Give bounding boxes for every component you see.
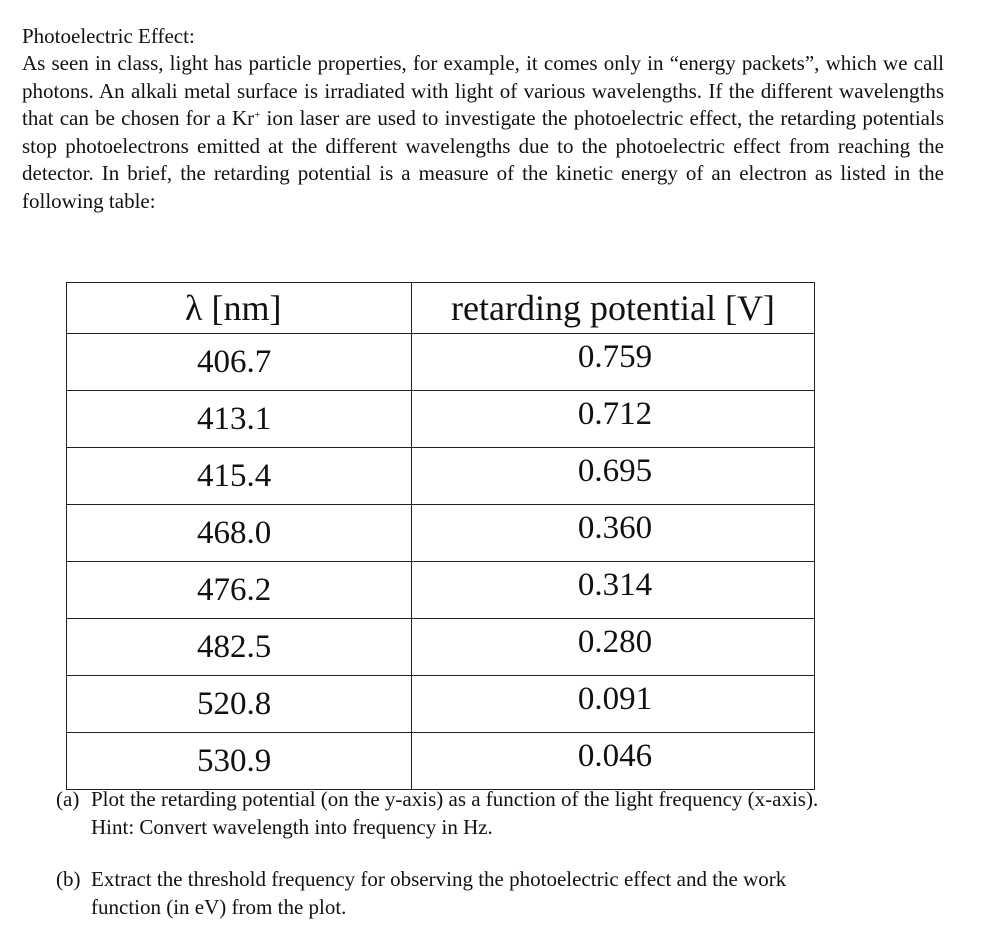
- question-a-label: (a): [56, 787, 80, 811]
- potential-cell: 0.091: [412, 676, 815, 733]
- table-header-row: [67, 283, 815, 334]
- table-row: [67, 676, 815, 733]
- question-a: [56, 785, 956, 841]
- table-row: [67, 562, 815, 619]
- section-heading: Photoelectric Effect:: [22, 24, 195, 48]
- question-a-hint: Hint: Convert wavelength into frequency in Hz.: [91, 815, 493, 839]
- question-a-text: Plot the retarding potential (on the y-axis) as a function of the light frequency (x-axis).: [91, 787, 819, 811]
- potential-cell: 0.712: [412, 391, 815, 448]
- potential-cell: 0.695: [412, 448, 815, 505]
- wavelength-cell: 413.1: [67, 391, 412, 448]
- table-row: [67, 505, 815, 562]
- wavelength-column-header: λ [nm]: [67, 283, 412, 334]
- wavelength-cell: 482.5: [67, 619, 412, 676]
- potential-column-header: retarding potential [V]: [412, 283, 815, 334]
- wavelength-cell: 476.2: [67, 562, 412, 619]
- ion-charge-superscript: +: [254, 109, 261, 121]
- question-b-text: Extract the threshold frequency for observing the photoelectric effect and the work: [91, 867, 787, 891]
- intro-text-part1: As seen in class, light has particle properties, for example, it comes only in “energy packets”, which we call photons. An alkali metal surface is irradiated with light of various wavelengths. If the different wavelengths that can be chosen for a Kr: [22, 51, 944, 130]
- table-row: [67, 733, 815, 790]
- table-row: [67, 448, 815, 505]
- wavelength-cell: 415.4: [67, 448, 412, 505]
- table-row: [67, 619, 815, 676]
- table-row: [67, 391, 815, 448]
- question-b-label: (b): [56, 867, 81, 891]
- intro-text-part2: ion laser are used to investigate the photoelectric effect, the retarding potentials stop photoelectrons emitted at the different wavelengths due to the photoelectric effect from reaching the detector. In brief, the retarding potential is a measure of the kinetic energy of an electron as listed in the following table:: [22, 106, 944, 213]
- question-b: [56, 865, 956, 921]
- data-table: [66, 282, 815, 790]
- wavelength-cell: 520.8: [67, 676, 412, 733]
- question-b-text-cont: function (in eV) from the plot.: [91, 895, 347, 919]
- wavelength-cell: 530.9: [67, 733, 412, 790]
- potential-cell: 0.280: [412, 619, 815, 676]
- wavelength-cell: 468.0: [67, 505, 412, 562]
- potential-cell: 0.046: [412, 733, 815, 790]
- potential-cell: 0.360: [412, 505, 815, 562]
- intro-paragraph: [22, 50, 944, 215]
- potential-cell: 0.759: [412, 334, 815, 391]
- wavelength-cell: 406.7: [67, 334, 412, 391]
- potential-cell: 0.314: [412, 562, 815, 619]
- table-row: [67, 334, 815, 391]
